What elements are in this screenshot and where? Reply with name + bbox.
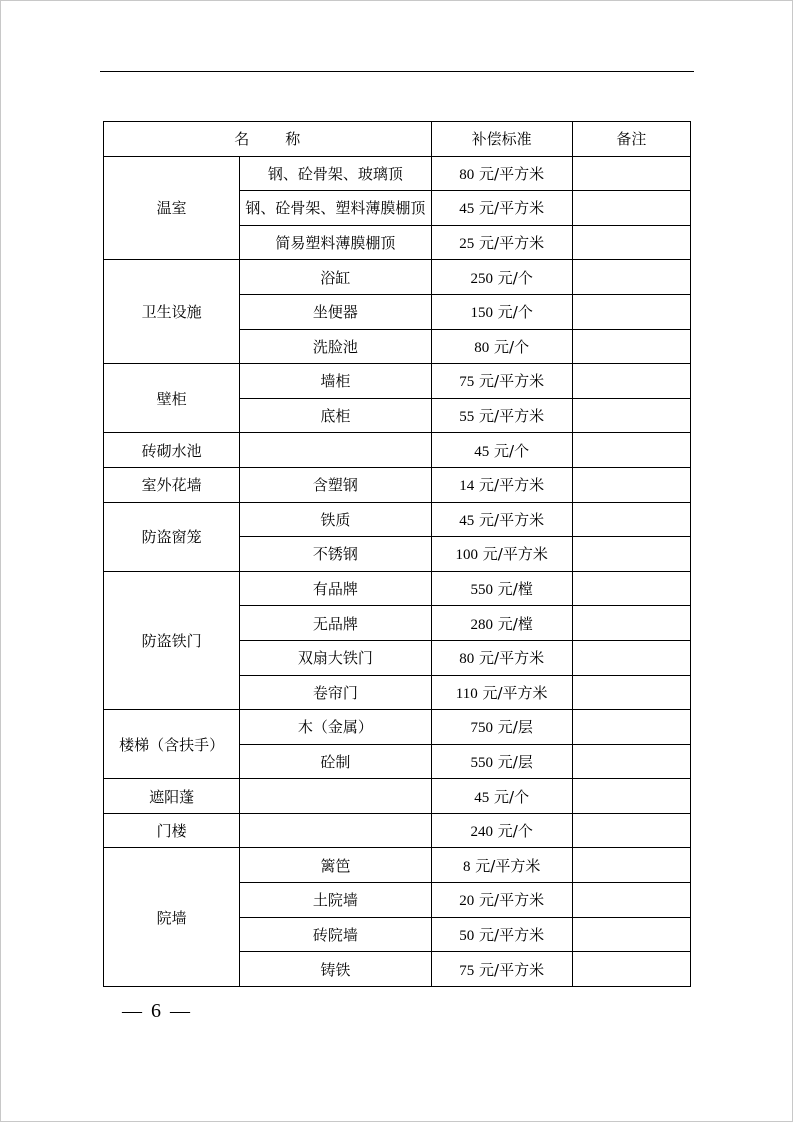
note-cell xyxy=(572,813,690,848)
table-row xyxy=(104,848,691,883)
note-cell xyxy=(572,433,690,468)
unit: 元/平方米 xyxy=(479,649,545,668)
item-cell: 铸铁 xyxy=(240,952,431,987)
note-cell xyxy=(572,502,690,537)
item-cell xyxy=(240,779,431,814)
amount: 45 xyxy=(459,201,475,218)
unit: 元/平方米 xyxy=(479,925,545,944)
standard-cell xyxy=(431,260,572,295)
table-row xyxy=(104,502,691,537)
note-cell xyxy=(572,260,690,295)
item-cell: 木（金属） xyxy=(240,710,431,745)
item-cell: 不锈钢 xyxy=(240,537,431,572)
standard-cell xyxy=(431,952,572,987)
note-cell xyxy=(572,883,690,918)
unit: 元/个 xyxy=(497,268,533,287)
amount: 100 xyxy=(455,547,478,564)
amount: 80 xyxy=(474,339,490,356)
header-name: 名称 xyxy=(104,122,432,157)
note-cell xyxy=(572,571,690,606)
note-cell xyxy=(572,779,690,814)
item-cell: 篱笆 xyxy=(240,848,431,883)
standard-cell xyxy=(431,640,572,675)
note-cell xyxy=(572,744,690,779)
amount: 75 xyxy=(459,962,475,979)
note-cell xyxy=(572,364,690,399)
table-row xyxy=(104,156,691,191)
unit: 元/平方米 xyxy=(479,891,545,910)
category-cell: 遮阳蓬 xyxy=(104,779,240,814)
table-row xyxy=(104,364,691,399)
unit: 元/平方米 xyxy=(475,856,541,875)
standard-cell xyxy=(431,294,572,329)
unit: 元/平方米 xyxy=(479,510,545,529)
table-row xyxy=(104,260,691,295)
amount: 14 xyxy=(459,478,475,495)
table-row xyxy=(104,813,691,848)
amount: 280 xyxy=(470,616,493,633)
amount: 80 xyxy=(459,651,475,668)
standard-cell xyxy=(431,537,572,572)
unit: 元/层 xyxy=(497,718,533,737)
item-cell: 砖院墙 xyxy=(240,917,431,952)
amount: 45 xyxy=(474,443,490,460)
amount: 20 xyxy=(459,893,475,910)
item-cell: 土院墙 xyxy=(240,883,431,918)
table-header-row xyxy=(104,122,691,157)
item-cell: 钢、砼骨架、玻璃顶 xyxy=(240,156,431,191)
unit: 元/平方米 xyxy=(479,164,545,183)
unit: 元/平方米 xyxy=(482,683,548,702)
note-cell xyxy=(572,675,690,710)
note-cell xyxy=(572,225,690,260)
item-cell: 浴缸 xyxy=(240,260,431,295)
standard-cell xyxy=(431,329,572,364)
standard-cell xyxy=(431,571,572,606)
note-cell xyxy=(572,191,690,226)
unit: 元/平方米 xyxy=(479,199,545,218)
standard-cell xyxy=(431,744,572,779)
amount: 150 xyxy=(470,305,493,322)
table-row xyxy=(104,710,691,745)
item-cell: 有品牌 xyxy=(240,571,431,606)
unit: 元/平方米 xyxy=(479,960,545,979)
amount: 550 xyxy=(470,582,493,599)
standard-cell xyxy=(431,433,572,468)
page-number: — 6 — xyxy=(122,1000,192,1022)
unit: 元/个 xyxy=(494,337,530,356)
unit: 元/个 xyxy=(494,441,530,460)
amount: 8 xyxy=(462,858,471,875)
unit: 元/平方米 xyxy=(479,372,545,391)
category-cell: 室外花墙 xyxy=(104,467,240,502)
category-cell: 门楼 xyxy=(104,813,240,848)
category-cell: 防盗窗笼 xyxy=(104,502,240,571)
item-cell xyxy=(240,813,431,848)
header-rule xyxy=(100,71,694,72)
amount: 45 xyxy=(474,789,490,806)
standard-cell xyxy=(431,364,572,399)
unit: 元/平方米 xyxy=(479,476,545,495)
item-cell: 底柜 xyxy=(240,398,431,433)
table-body xyxy=(104,156,691,986)
amount: 80 xyxy=(459,166,475,183)
standard-cell xyxy=(431,398,572,433)
standard-cell xyxy=(431,156,572,191)
standard-cell xyxy=(431,675,572,710)
amount: 550 xyxy=(470,754,493,771)
unit: 元/个 xyxy=(497,822,533,841)
note-cell xyxy=(572,710,690,745)
category-cell: 砖砌水池 xyxy=(104,433,240,468)
note-cell xyxy=(572,640,690,675)
amount: 240 xyxy=(470,824,493,841)
item-cell: 洗脸池 xyxy=(240,329,431,364)
note-cell xyxy=(572,537,690,572)
table-row xyxy=(104,779,691,814)
header-note: 备注 xyxy=(572,122,690,157)
standard-cell xyxy=(431,883,572,918)
item-cell: 铁质 xyxy=(240,502,431,537)
item-cell: 墙柜 xyxy=(240,364,431,399)
unit: 元/个 xyxy=(497,303,533,322)
unit: 元/平方米 xyxy=(479,234,545,253)
table-row xyxy=(104,467,691,502)
note-cell xyxy=(572,398,690,433)
note-cell xyxy=(572,156,690,191)
standard-cell xyxy=(431,467,572,502)
standard-cell xyxy=(431,606,572,641)
item-cell: 砼制 xyxy=(240,744,431,779)
unit: 元/层 xyxy=(497,752,533,771)
amount: 75 xyxy=(459,374,475,391)
note-cell xyxy=(572,294,690,329)
amount: 750 xyxy=(470,720,493,737)
category-cell: 温室 xyxy=(104,156,240,260)
note-cell xyxy=(572,848,690,883)
amount: 50 xyxy=(459,927,475,944)
amount: 250 xyxy=(470,270,493,287)
category-cell: 楼梯（含扶手） xyxy=(104,710,240,779)
item-cell: 含塑钢 xyxy=(240,467,431,502)
category-cell: 防盗铁门 xyxy=(104,571,240,709)
note-cell xyxy=(572,467,690,502)
table-row xyxy=(104,433,691,468)
item-cell: 坐便器 xyxy=(240,294,431,329)
category-cell: 院墙 xyxy=(104,848,240,986)
item-cell: 卷帘门 xyxy=(240,675,431,710)
unit: 元/平方米 xyxy=(482,545,548,564)
header-standard: 补偿标准 xyxy=(431,122,572,157)
compensation-table xyxy=(103,121,691,987)
standard-cell xyxy=(431,502,572,537)
item-cell: 无品牌 xyxy=(240,606,431,641)
unit: 元/平方米 xyxy=(479,407,545,426)
standard-cell xyxy=(431,191,572,226)
standard-cell xyxy=(431,710,572,745)
note-cell xyxy=(572,952,690,987)
amount: 45 xyxy=(459,512,475,529)
amount: 55 xyxy=(459,409,475,426)
standard-cell xyxy=(431,779,572,814)
amount: 110 xyxy=(455,685,478,702)
standard-cell xyxy=(431,813,572,848)
item-cell: 简易塑料薄膜棚顶 xyxy=(240,225,431,260)
item-cell xyxy=(240,433,431,468)
amount: 25 xyxy=(459,236,475,253)
table-row xyxy=(104,571,691,606)
unit: 元/樘 xyxy=(497,580,533,599)
note-cell xyxy=(572,606,690,641)
category-cell: 壁柜 xyxy=(104,364,240,433)
note-cell xyxy=(572,917,690,952)
unit: 元/樘 xyxy=(497,614,533,633)
standard-cell xyxy=(431,917,572,952)
standard-cell xyxy=(431,848,572,883)
category-cell: 卫生设施 xyxy=(104,260,240,364)
item-cell: 双扇大铁门 xyxy=(240,640,431,675)
item-cell: 钢、砼骨架、塑料薄膜棚顶 xyxy=(240,191,431,226)
standard-cell xyxy=(431,225,572,260)
unit: 元/个 xyxy=(494,787,530,806)
note-cell xyxy=(572,329,690,364)
